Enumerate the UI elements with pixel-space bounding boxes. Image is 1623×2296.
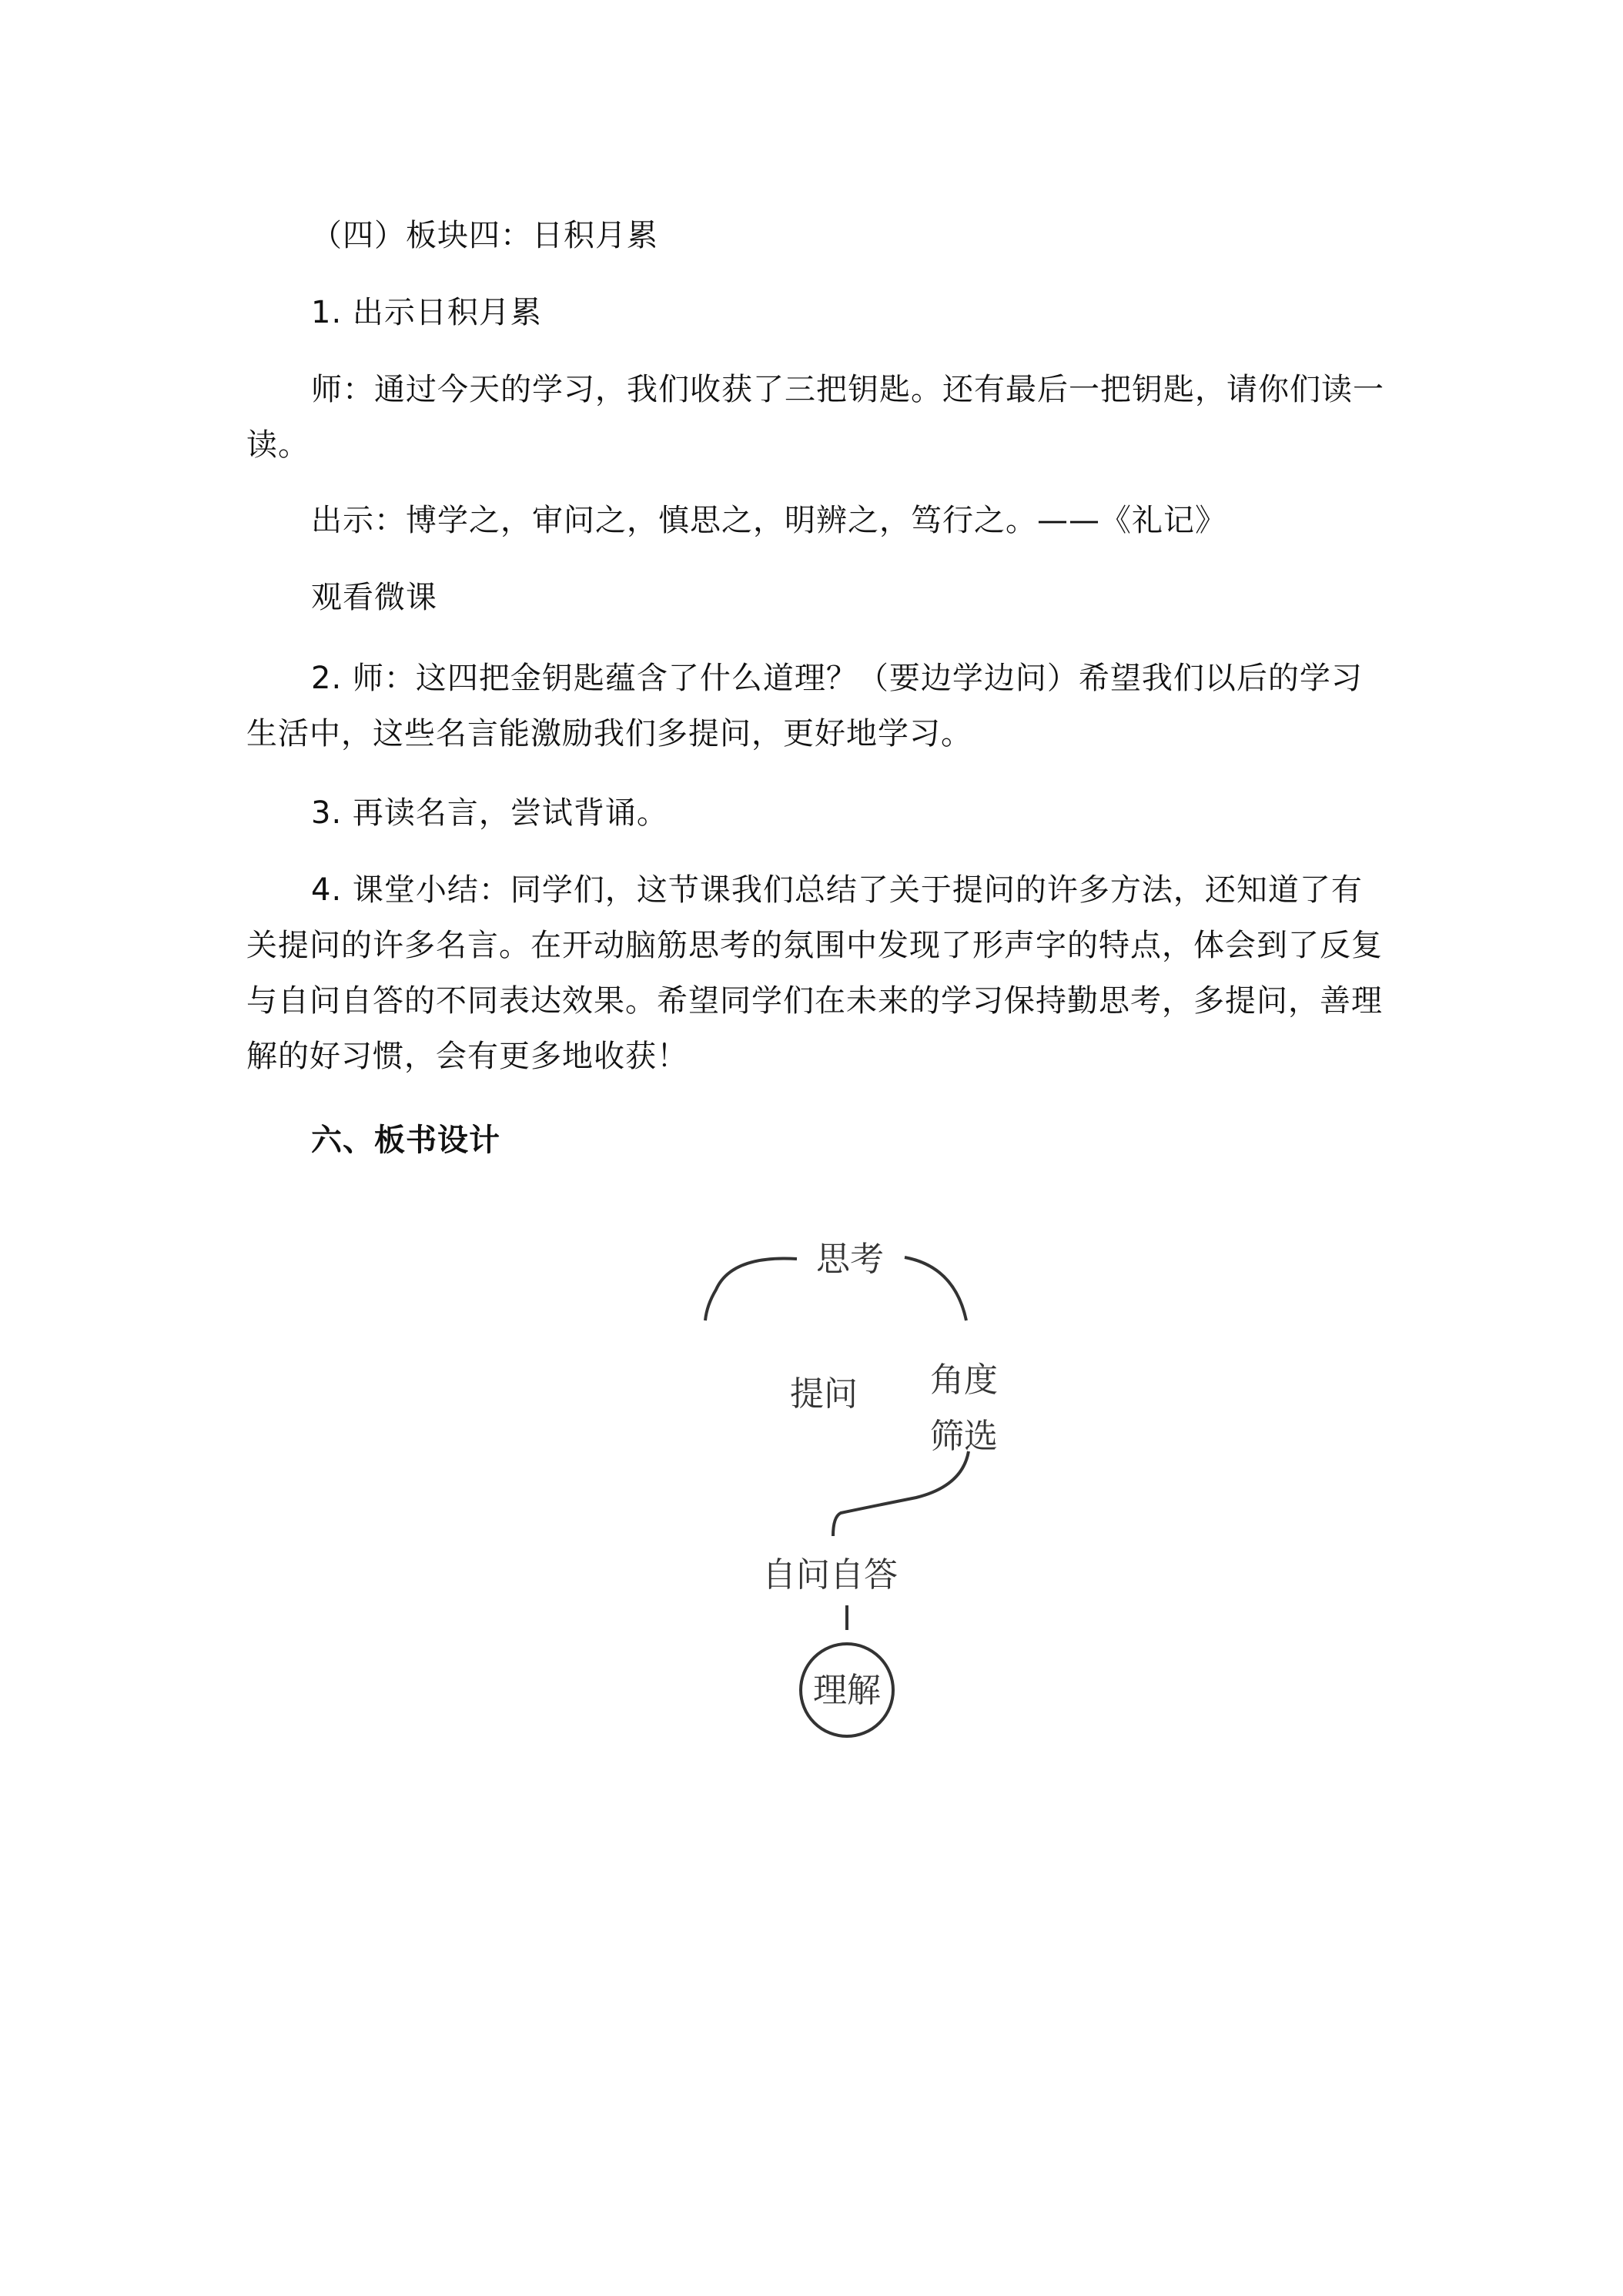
left-arc	[705, 1259, 797, 1321]
label-thinking: 思考	[816, 1240, 884, 1279]
paragraph-2: 师：通过今天的学习，我们收获了三把钥匙。还有最后一把钥匙，请你们读一读。	[246, 372, 1384, 463]
label-understanding: 理解	[813, 1671, 881, 1710]
paragraph-5: 2. 师：这四把金钥匙蕴含了什么道理？（要边学边问）希望我们以后的学习生活中，这些名言能激励我们多提问，更好地学习。	[246, 661, 1363, 751]
paragraph-6: 3. 再读名言，尝试背诵。	[311, 795, 668, 831]
board-design-diagram	[639, 1190, 1062, 1786]
section-subheading: （四）板块四：日积月累	[311, 218, 658, 253]
label-self-qa: 自问自答	[762, 1555, 898, 1595]
question-mark-diagram	[639, 1190, 1062, 1786]
lower-curve	[833, 1451, 969, 1536]
paragraph-3: 出示：博学之，审问之，慎思之，明辨之，笃行之。——《礼记》	[311, 503, 1226, 538]
paragraph-4: 观看微课	[311, 580, 437, 615]
paragraph-7: 4. 课堂小结：同学们，这节课我们总结了关于提问的许多方法，还知道了有关提问的许多名言。在开动脑筋思考的氛围中发现了形声字的特点，体会到了反复与自问自答的不同表达效果。希望同学们在未来的学习保持勤思考，多提问，善理解的好习惯，会有更多地收获！	[246, 872, 1383, 1074]
label-angle: 角度	[930, 1361, 998, 1400]
label-filter: 筛选	[930, 1417, 998, 1456]
right-arc	[905, 1257, 966, 1320]
label-asking: 提问	[790, 1374, 858, 1414]
paragraph-1: 1. 出示日积月累	[311, 295, 542, 330]
section-heading: 六、板书设计	[311, 1123, 500, 1158]
